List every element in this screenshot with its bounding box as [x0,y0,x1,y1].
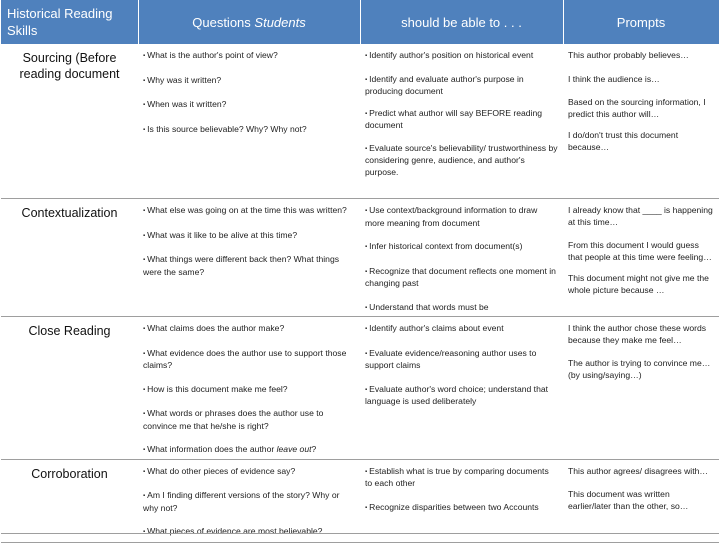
question-item [143,99,355,112]
should-item [365,348,558,372]
should-item-text: Recognize that document reflects one moment in changing past [365,265,556,288]
header-questions-prefix: Questions [192,14,251,30]
bullet-icon: ▪ [143,350,146,357]
should-item [365,241,558,254]
bullet-icon: ▪ [365,76,368,83]
question-item [143,408,355,432]
should-item [365,302,558,315]
should-item [365,74,558,98]
prompt-item [568,74,714,86]
prompts-cell [563,317,719,460]
question-item [143,490,355,514]
question-item-text: What was it like to be alive at this time? [147,229,298,240]
should-item-text: Infer historical context from document(s) [369,241,523,251]
should-item-text: Evaluate evidence/reasoning author uses to support claims [365,347,537,370]
prompt-item [568,205,714,228]
question-item [143,466,355,479]
should-item-text: Identify author's position on historical event [369,50,534,60]
skill-name: Close Reading [1,317,138,460]
question-item [143,348,355,372]
should-item-text: Evaluate author's word choice; understand that language is used deliberately [365,383,549,406]
should-item-text: Recognize disparities between two Accounts [369,501,539,512]
question-item-text: Is this source believable? Why? Why not? [147,123,307,134]
bullet-icon: ▪ [143,411,146,417]
skill-name: Sourcing (Before reading document [1,44,138,199]
bullet-icon: ▪ [143,468,146,475]
prompt-item [568,130,714,153]
bullet-icon: ▪ [365,110,368,117]
should-item-text: Identify and evaluate author's purpose in producing document [365,73,524,96]
prompt-item-text: This document was written earlier/later than the other, so… [568,489,689,511]
skill-name: Corroboration [1,459,138,542]
prompt-item-text: This author agrees/ disagrees with… [568,465,708,476]
prompt-item [568,466,714,478]
question-item-text: What evidence does the author use to support those claims? [143,347,347,370]
prompts-cell [563,44,719,199]
question-item-text: Why was it written? [147,74,222,85]
bullet-icon: ▪ [143,102,146,108]
should-item [365,143,558,179]
bullet-icon: ▪ [365,304,368,311]
questions-cell [138,317,360,460]
question-item-text: What pieces of evidence are most believable? [147,526,323,536]
question-item-text: What things were different back then? What things were the same? [143,254,340,277]
header-prompts: Prompts [563,0,719,44]
bullet-icon: ▪ [143,529,146,535]
questions-cell [138,199,360,317]
bullet-icon: ▪ [143,326,146,332]
table-row [1,317,719,460]
prompt-item-text: The author is trying to convince me…(by using/saying…) [568,358,711,380]
question-item-text: When was it written? [147,99,227,109]
should-item-text: Identify author's claims about event [369,323,504,333]
bullet-icon: ▪ [365,468,368,475]
question-item [143,254,355,278]
bullet-icon: ▪ [143,257,146,263]
bullet-icon: ▪ [143,208,146,214]
prompt-item [568,489,714,512]
should-item-text: Predict what author will say BEFORE reading document [365,107,543,130]
prompt-item-text: From this document I would guess that people at this time were feeling… [568,240,712,262]
bullet-icon: ▪ [365,350,368,357]
table-bottom-border [1,533,719,534]
prompt-item-text: I think the author chose these words because they make me feel… [568,323,707,345]
question-item [143,230,355,243]
questions-cell [138,44,360,199]
question-item-text: What words or phrases does the author use to convince me that he/she is right? [143,408,324,431]
should-cell [360,44,563,199]
prompt-item [568,50,714,62]
prompt-item [568,323,714,346]
should-cell [360,317,563,460]
prompts-cell [563,459,719,542]
question-item [143,323,355,336]
should-item [365,50,558,63]
question-item-text: What do other pieces of evidence say? [147,465,296,476]
historical-reading-table [1,0,720,543]
question-item [143,124,355,137]
bullet-icon: ▪ [143,77,146,84]
question-item [143,75,355,88]
question-item-emphasis: leave out [276,444,312,454]
question-item-text: What is the author's point of view? [147,50,278,60]
question-item-text: How is this document make me feel? [147,383,288,394]
bullet-icon: ▪ [365,53,368,59]
header-should: should be able to . . . [360,0,563,44]
bullet-icon: ▪ [365,504,368,511]
question-item-suffix: ? [311,444,317,454]
prompt-item [568,240,714,263]
header-row [1,0,719,44]
should-item [365,384,558,408]
header-skills: Historical Reading Skills [1,0,138,44]
bullet-icon: ▪ [365,326,368,332]
should-item [365,466,558,490]
prompt-item-text: I already know that ____ is happening at this time… [568,205,713,227]
should-cell [360,459,563,542]
question-item [143,444,355,457]
table-row [1,199,719,317]
table-row [1,44,719,199]
should-item [365,323,558,336]
prompt-item [568,97,714,120]
bullet-icon: ▪ [365,268,368,275]
should-item-text: Evaluate source's believability/ trustworthiness by considering genre, audience, and author's purpose. [365,142,558,177]
should-item [365,266,558,290]
bullet-icon: ▪ [365,145,368,152]
prompt-item-text: This author probably believes… [568,50,689,60]
bullet-icon: ▪ [143,232,146,239]
bullet-icon: ▪ [143,386,146,393]
should-item [365,205,558,229]
question-item-text: What information does the author [147,444,275,454]
questions-cell [138,459,360,542]
table-row [1,459,719,542]
question-item-text: Am I finding different versions of the story? Why or why not? [143,490,340,513]
prompt-item [568,358,714,381]
should-item-text: Understand that words must be [369,301,489,312]
prompts-cell [563,199,719,317]
should-item-text: Establish what is true by comparing documents to each other [365,465,549,488]
bullet-icon: ▪ [143,493,146,499]
prompt-item-text: This document might not give me the whole picture because … [568,273,709,295]
header-questions-students: Students [254,14,306,30]
question-item [143,50,355,63]
should-cell [360,199,563,317]
bullet-icon: ▪ [143,447,146,453]
should-item [365,502,558,515]
skill-name: Contextualization [1,199,138,317]
question-item-text: What else was going on at the time this was written? [147,205,347,215]
bullet-icon: ▪ [365,208,368,214]
header-questions [138,0,360,44]
bullet-icon: ▪ [365,386,368,393]
question-item-text: What claims does the author make? [147,323,285,333]
prompt-item [568,273,714,296]
question-item [143,205,355,218]
prompt-item-text: I do/don't trust this document because… [568,130,679,152]
should-item-text: Use context/background information to draw more meaning from document [365,205,538,228]
bullet-icon: ▪ [143,53,146,59]
prompt-item-text: I think the audience is… [568,73,660,84]
bullet-icon: ▪ [365,244,368,250]
prompt-item-text: Based on the sourcing information, I predict this author will… [568,97,706,119]
question-item [143,384,355,397]
bullet-icon: ▪ [143,126,146,133]
should-item [365,108,558,132]
